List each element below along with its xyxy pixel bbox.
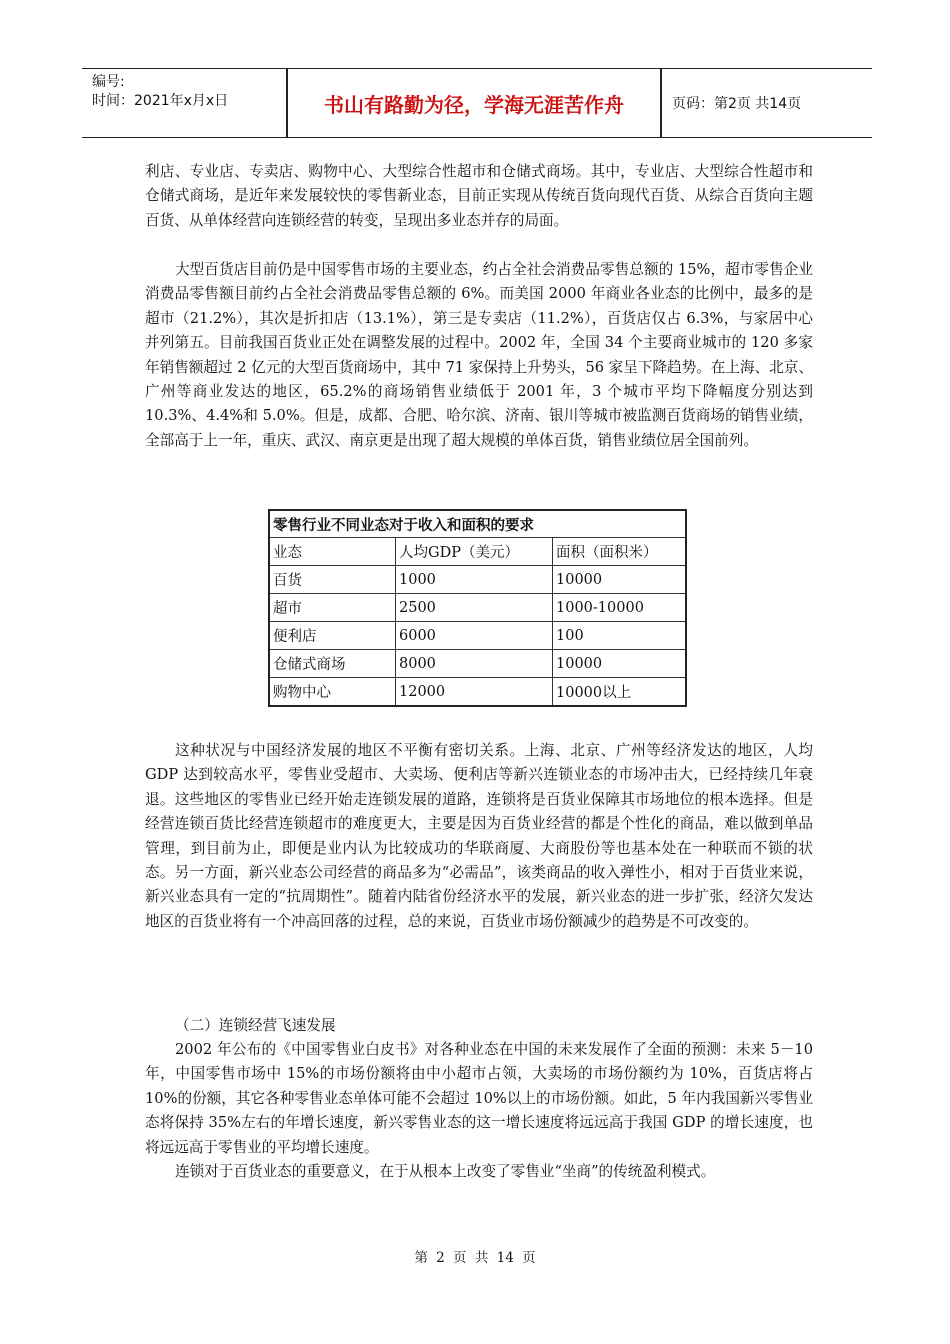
table-title: 零售行业不同业态对于收入和面积的要求 <box>269 510 686 538</box>
document-date: 时间：2021年x月x日 <box>92 93 229 109</box>
table-cell: 2500 <box>396 594 553 622</box>
table-cell: 仓储式商场 <box>269 650 396 678</box>
table-cell: 10000以上 <box>553 678 687 707</box>
table-cell: 10000 <box>553 566 687 594</box>
table-header-cell: 人均GDP（美元） <box>396 538 553 566</box>
table-cell: 8000 <box>396 650 553 678</box>
table-header-cell: 业态 <box>269 538 396 566</box>
table-cell: 100 <box>553 622 687 650</box>
table-cell: 1000 <box>396 566 553 594</box>
paragraph-2: 大型百货店目前仍是中国零售市场的主要业态，约占全社会消费品零售总额的 15%，超市零售企业消费品零售额目前约占全社会消费品零售总额的 6%。而美国 2000 年商业各业态的比例中，最多的是超市（21.2%），其次是折扣店（13.1%），第三是专卖店（11.2%），百货店仅占 6.3%，与家居中心并列第五。目前我国百货业正处在调整发展的过程中。2002 年，全国 34 个主要商业城市的 120 多家年销售额超过 2 亿元的大型百货商场中，其中 71 家保持上升势头，56 家呈下降趋势。在上海、北京、广州等商业发达的地区，65.2%的商场销售业绩低于 2001 年，3 个城市平均下降幅度分别达到 10.3%、4.4%和 5.0%。但是，成都、合肥、哈尔滨、济南、银川等城市被监测百货商场的销售业绩，全部高于上一年，重庆、武汉、南京更是出现了超大规模的单体百货，销售业绩位居全国前列。 <box>145 261 813 449</box>
page-header <box>82 68 872 138</box>
retail-format-table <box>268 509 687 707</box>
paragraph-1: 利店、专业店、专卖店、购物中心、大型综合性超市和仓储式商场。其中，专业店、大型综合性超市和仓储式商场，是近年来发展较快的零售新业态，目前正实现从传统百货向现代百货、从综合百货向主题百货、从单体经营向连锁经营的转变，呈现出多业态并存的局面。 <box>145 163 813 229</box>
section-subheading: （二）连锁经营飞速发展 <box>175 1017 336 1034</box>
paragraph-3: 这种状况与中国经济发展的地区不平衡有密切关系。上海、北京、广州等经济发达的地区，人均 GDP 达到较高水平，零售业受超市、大卖场、便利店等新兴连锁业态的市场冲击大，已经持续几年衰退。这些地区的零售业已经开始走连锁发展的道路，连锁将是百货业保障其市场地位的根本选择。但是经营连锁百货比经营连锁超市的难度更大，主要是因为百货业经营的都是个性化的商品，难以做到单品管理，到目前为止，即便是业内认为比较成功的华联商厦、大商股份等也基本处在一种联而不锁的状态。另一方面，新兴业态公司经营的商品多为“必需品”，该类商品的收入弹性小，相对于百货业来说，新兴业态具有一定的“抗周期性”。随着内陆省份经济水平的发展，新兴业态的进一步扩张，经济欠发达地区的百货业将有一个冲高回落的过程，总的来说，百货业市场份额减少的趋势是不可改变的。 <box>145 742 813 930</box>
table-cell: 百货 <box>269 566 396 594</box>
table-cell: 6000 <box>396 622 553 650</box>
table-cell: 超市 <box>269 594 396 622</box>
table-row <box>269 678 686 707</box>
table-cell: 10000 <box>553 650 687 678</box>
header-motto: 书山有路勤为径，学海无涯苦作舟 <box>324 92 624 117</box>
table-cell: 便利店 <box>269 622 396 650</box>
table-cell: 12000 <box>396 678 553 707</box>
header-meta <box>82 69 286 137</box>
footer-total-pages: 14 <box>496 1250 514 1266</box>
paragraph-5: 连锁对于百货业态的重要意义，在于从根本上改变了零售业“坐商”的传统盈利模式。 <box>175 1163 716 1180</box>
document-number-label: 编号: <box>92 74 125 90</box>
header-page-info: 页码：第2页 共14页 <box>672 96 802 112</box>
footer-text: 共 <box>474 1250 489 1266</box>
table-header-row <box>269 538 686 566</box>
header-divider <box>660 69 662 137</box>
footer-page-number: 2 <box>436 1250 445 1266</box>
table-cell: 1000-10000 <box>553 594 687 622</box>
footer-text: 第 <box>414 1250 428 1266</box>
table-header-cell: 面积（面积米） <box>553 538 687 566</box>
table-cell: 购物中心 <box>269 678 396 707</box>
table-row <box>269 566 686 594</box>
paragraph-4: 2002 年公布的《中国零售业白皮书》对各种业态在中国的未来发展作了全面的预测：未来 5－10 年，中国零售市场中 15%的市场份额将由中小超市占领，大卖场的市场份额约为 10%，百货店将占 10%的份额，其它各种零售业态单体可能不会超过 10%以上的市场份额。如此，5 年内我国新兴零售业态将保持 35%左右的年增长速度，新兴零售业态的这一增长速度将远远高于我国 GDP 的增长速度，也将远远高于零售业的平均增长速度。 <box>145 1041 813 1156</box>
footer-text: 页 <box>453 1250 467 1266</box>
footer-text: 页 <box>522 1250 536 1266</box>
table-row <box>269 594 686 622</box>
table-row <box>269 650 686 678</box>
page-footer <box>0 1246 950 1266</box>
table-row <box>269 622 686 650</box>
